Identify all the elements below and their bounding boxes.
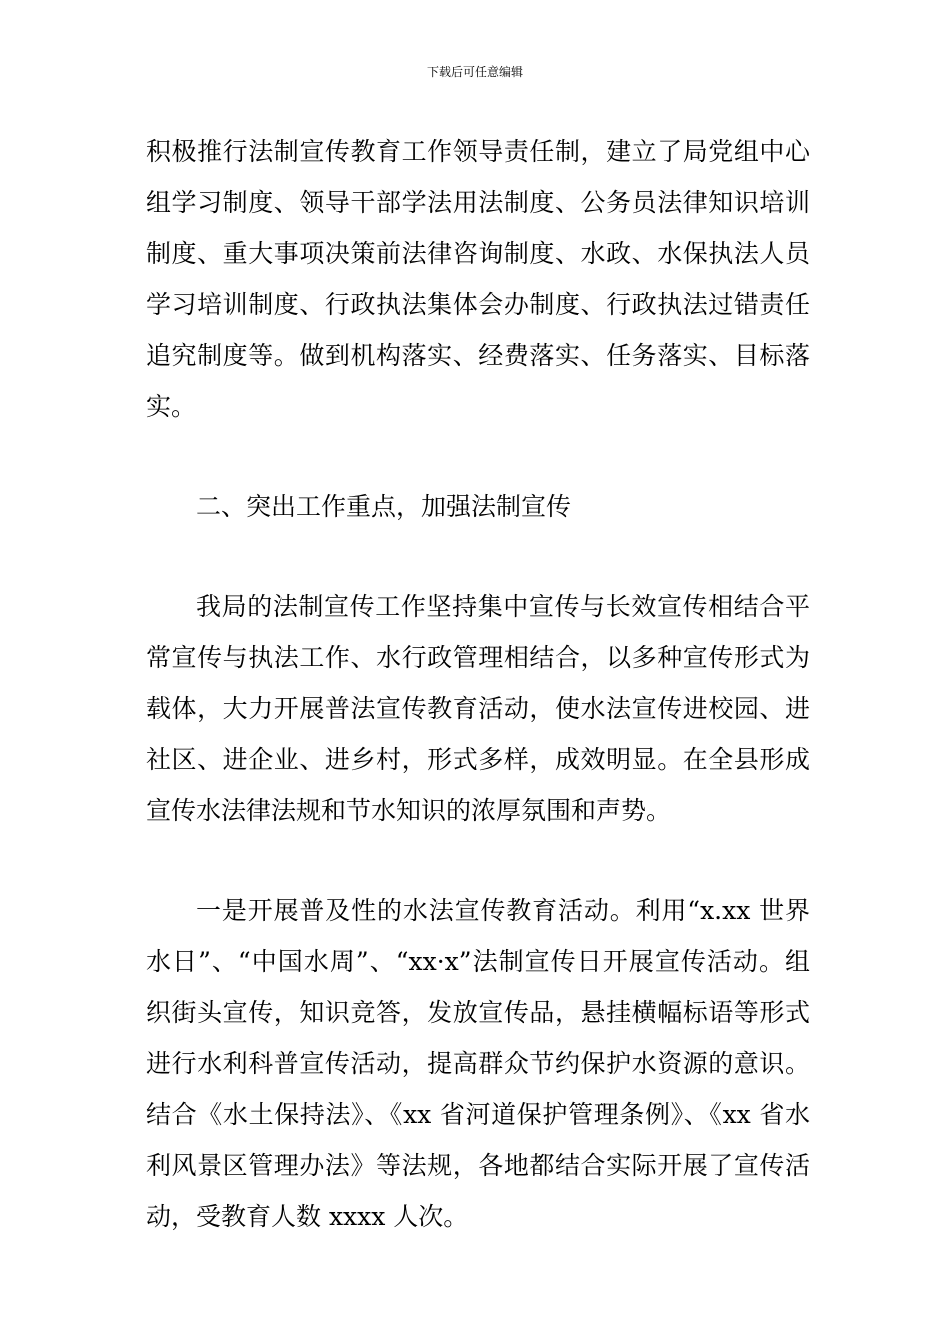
paragraph-2: 我局的法制宣传工作坚持集中宣传与长效宣传相结合平常宣传与执法工作、水行政管理相结合，以多种宣传形式为载体，大力开展普法宣传教育活动，使水法宣传进校园、进社区、进企业、进乡村，形式多样，成效明显。在全县形成宣传水法律法规和节水知识的浓厚氛围和声势。 [146,592,810,825]
document-body [146,126,810,1242]
paragraph-3: 一是开展普及性的水法宣传教育活动。利用“x.xx 世界水日”、“中国水周”、“xx·x”法制宣传日开展宣传活动。组织街头宣传，知识竞答，发放宣传品，悬挂横幅标语等形式进行水利科普宣传活动，提高群众节约保护水资源的意识。结合《水土保持法》、《xx 省河道保护管理条例》、《xx 省水利风景区管理办法》等法规，各地都结合实际开展了宣传活动，受教育人数 xxxx 人次。 [146,896,810,1231]
section-heading-2: 二、突出工作重点，加强法制宣传 [196,492,572,521]
page-header: 下载后可任意编辑 [426,65,523,79]
paragraph-1: 积极推行法制宣传教育工作领导责任制，建立了局党组中心组学习制度、领导干部学法用法制度、公务员法律知识培训制度、重大事项决策前法律咨询制度、水政、水保执法人员学习培训制度、行政执法集体会办制度、行政执法过错责任追究制度等。做到机构落实、经费落实、任务落实、目标落实。 [146,137,810,421]
